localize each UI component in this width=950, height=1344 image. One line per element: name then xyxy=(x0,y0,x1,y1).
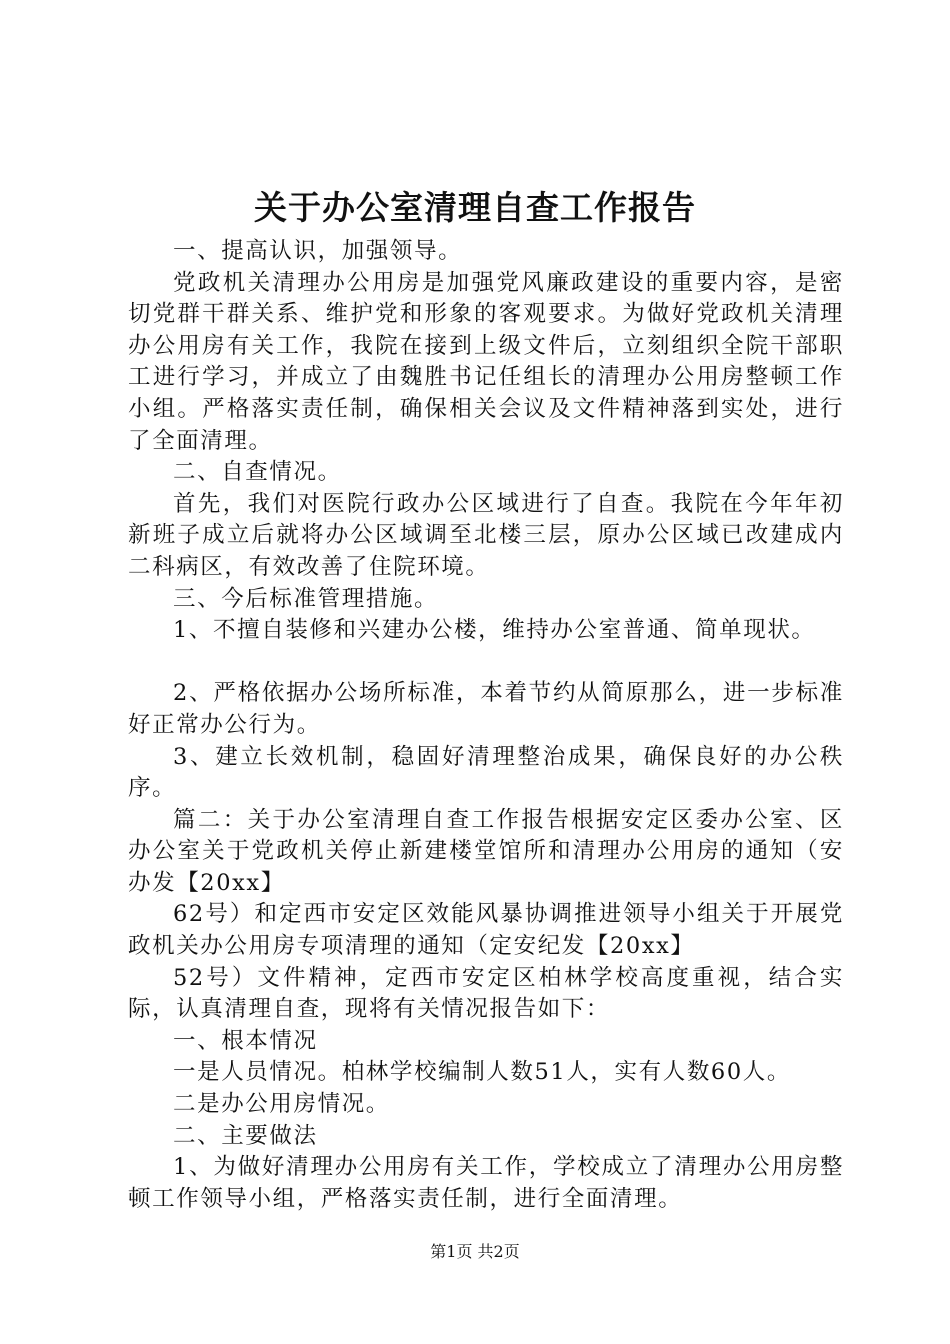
section-heading: 二、主要做法 xyxy=(173,1122,318,1149)
paragraph: 二是办公用房情况。 xyxy=(173,1091,390,1118)
section-heading: 一、根本情况 xyxy=(173,1027,318,1054)
document-title: 关于办公室清理自查工作报告 xyxy=(254,188,696,227)
list-item: 1、为做好清理办公用房有关工作，学校成立了清理办公用房整顿工作领导小组，严格落实责任制，进行全面清理。 xyxy=(128,1154,844,1212)
section-heading-3: 三、今后标准管理措施。 xyxy=(173,585,439,612)
section-heading-2: 二、自查情况。 xyxy=(173,459,342,486)
list-item: 1、不擅自装修和兴建办公楼，维持办公室普通、简单现状。 xyxy=(173,617,816,644)
paragraph: 62号）和定西市安定区效能风暴协调推进领导小组关于开展党政机关办公用房专项清理的通知（定安纪发【20xx】 xyxy=(128,901,844,960)
section-heading-1: 一、提高认识，加强领导。 xyxy=(173,238,463,264)
page-footer: 第1页 共2页 xyxy=(430,1242,520,1261)
list-item: 3、建立长效机制，稳固好清理整治成果，确保良好的办公秩序。 xyxy=(128,743,844,802)
list-item: 2、严格依据办公场所标准，本着节约从简原那么，进一步标准好正常办公行为。 xyxy=(128,680,844,738)
document-body xyxy=(128,236,844,1215)
paragraph: 党政机关清理办公用房是加强党风廉政建设的重要内容，是密切党群干群关系、维护党和形象的客观要求。为做好党政机关清理办公用房有关工作，我院在接到上级文件后，立刻组织全院干部职工进行学习，并成立了由魏胜书记任组长的清理办公用房整顿工作小组。严格落实责任制，确保相关会议及文件精神落到实处，进行了全面清理。 xyxy=(128,269,844,454)
paragraph: 首先，我们对医院行政办公区域进行了自查。我院在今年年初新班子成立后就将办公区域调至北楼三层，原办公区域已改建成内二科病区，有效改善了住院环境。 xyxy=(128,490,844,580)
paragraph: 52号）文件精神，定西市安定区柏林学校高度重视，结合实际，认真清理自查，现将有关情况报告如下： xyxy=(128,964,844,1023)
paragraph: 篇二：关于办公室清理自查工作报告根据安定区委办公室、区办公室关于党政机关停止新建楼堂馆所和清理办公用房的通知（安办发【20xx】 xyxy=(128,806,844,896)
paragraph: 一是人员情况。柏林学校编制人数51人，实有人数60人。 xyxy=(173,1059,791,1086)
